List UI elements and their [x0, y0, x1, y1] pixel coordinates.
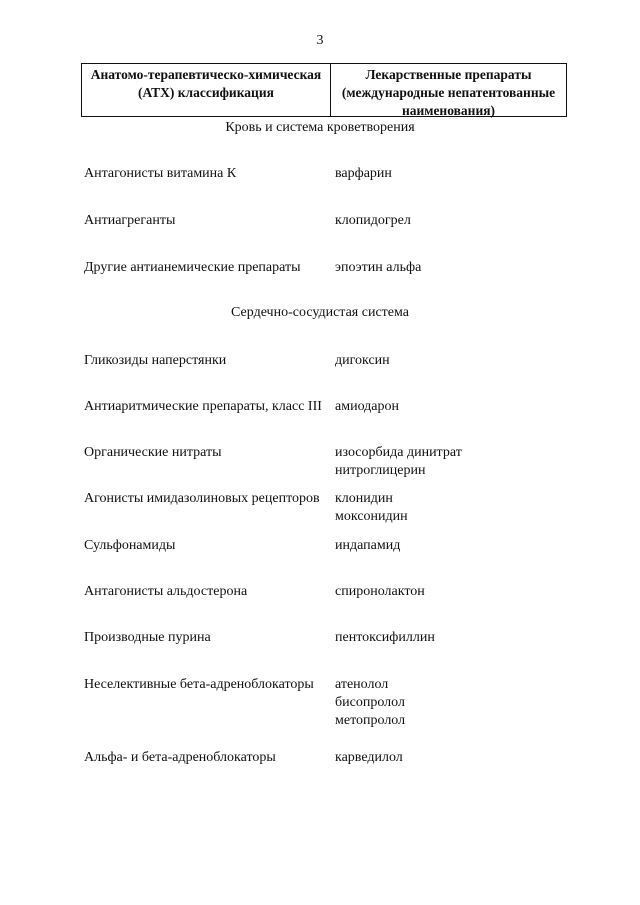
drug-name: эпоэтин альфа — [335, 260, 422, 275]
drug-name: бисопролол — [335, 695, 405, 710]
header-atc-classification: Анатомо-терапевтическо-химическая (АТХ) классификация — [82, 64, 331, 116]
row-drugs — [335, 629, 565, 647]
row-drugs — [335, 490, 565, 526]
drug-name: дигоксин — [335, 353, 390, 368]
drug-name: варфарин — [335, 166, 392, 181]
row-drugs — [335, 676, 565, 730]
row-class: Антагонисты витамина К — [84, 166, 237, 181]
drug-name: карведилол — [335, 750, 403, 765]
drug-name: спиронолактон — [335, 584, 425, 599]
row-class: Органические нитраты — [84, 445, 222, 460]
drug-name: метопролол — [335, 713, 406, 728]
row-class: Другие антианемические препараты — [84, 260, 301, 275]
row-class: Гликозиды наперстянки — [84, 353, 227, 368]
row-class: Антиаритмические препараты, класс III — [84, 399, 322, 414]
drug-name: атенолол — [335, 677, 389, 692]
row-drugs — [335, 212, 565, 230]
section-title-cardiovascular: Сердечно-сосудистая система — [231, 305, 409, 320]
drug-name: клопидогрел — [335, 213, 411, 228]
drug-name: амиодарон — [335, 399, 399, 414]
row-class: Сульфонамиды — [84, 538, 176, 553]
page-number: 3 — [316, 33, 324, 48]
drug-name: индапамид — [335, 538, 401, 553]
table-header — [81, 63, 567, 117]
row-drugs — [335, 352, 565, 370]
row-class: Неселективные бета-адреноблокаторы — [84, 677, 314, 692]
drug-name: моксонидин — [335, 509, 408, 524]
section-title-blood: Кровь и система кроветворения — [225, 120, 415, 135]
header-drugs: Лекарственные препараты (международные непатентованные наименования) — [341, 67, 556, 118]
row-drugs — [335, 537, 565, 555]
row-drugs — [335, 259, 565, 277]
row-drugs — [335, 583, 565, 601]
row-class: Антиагреганты — [84, 213, 176, 228]
row-class: Агонисты имидазолиновых рецепторов — [84, 491, 320, 506]
row-drugs — [335, 165, 565, 183]
drug-name: изосорбида динитрат — [335, 445, 462, 460]
row-drugs — [335, 444, 565, 480]
row-drugs — [335, 398, 565, 416]
row-class: Антагонисты альдостерона — [84, 584, 248, 599]
drug-name: нитроглицерин — [335, 463, 426, 478]
row-class: Производные пурина — [84, 630, 211, 645]
drug-name: клонидин — [335, 491, 393, 506]
row-drugs — [335, 749, 565, 767]
row-class: Альфа- и бета-адреноблокаторы — [84, 750, 276, 765]
drug-name: пентоксифиллин — [335, 630, 435, 645]
